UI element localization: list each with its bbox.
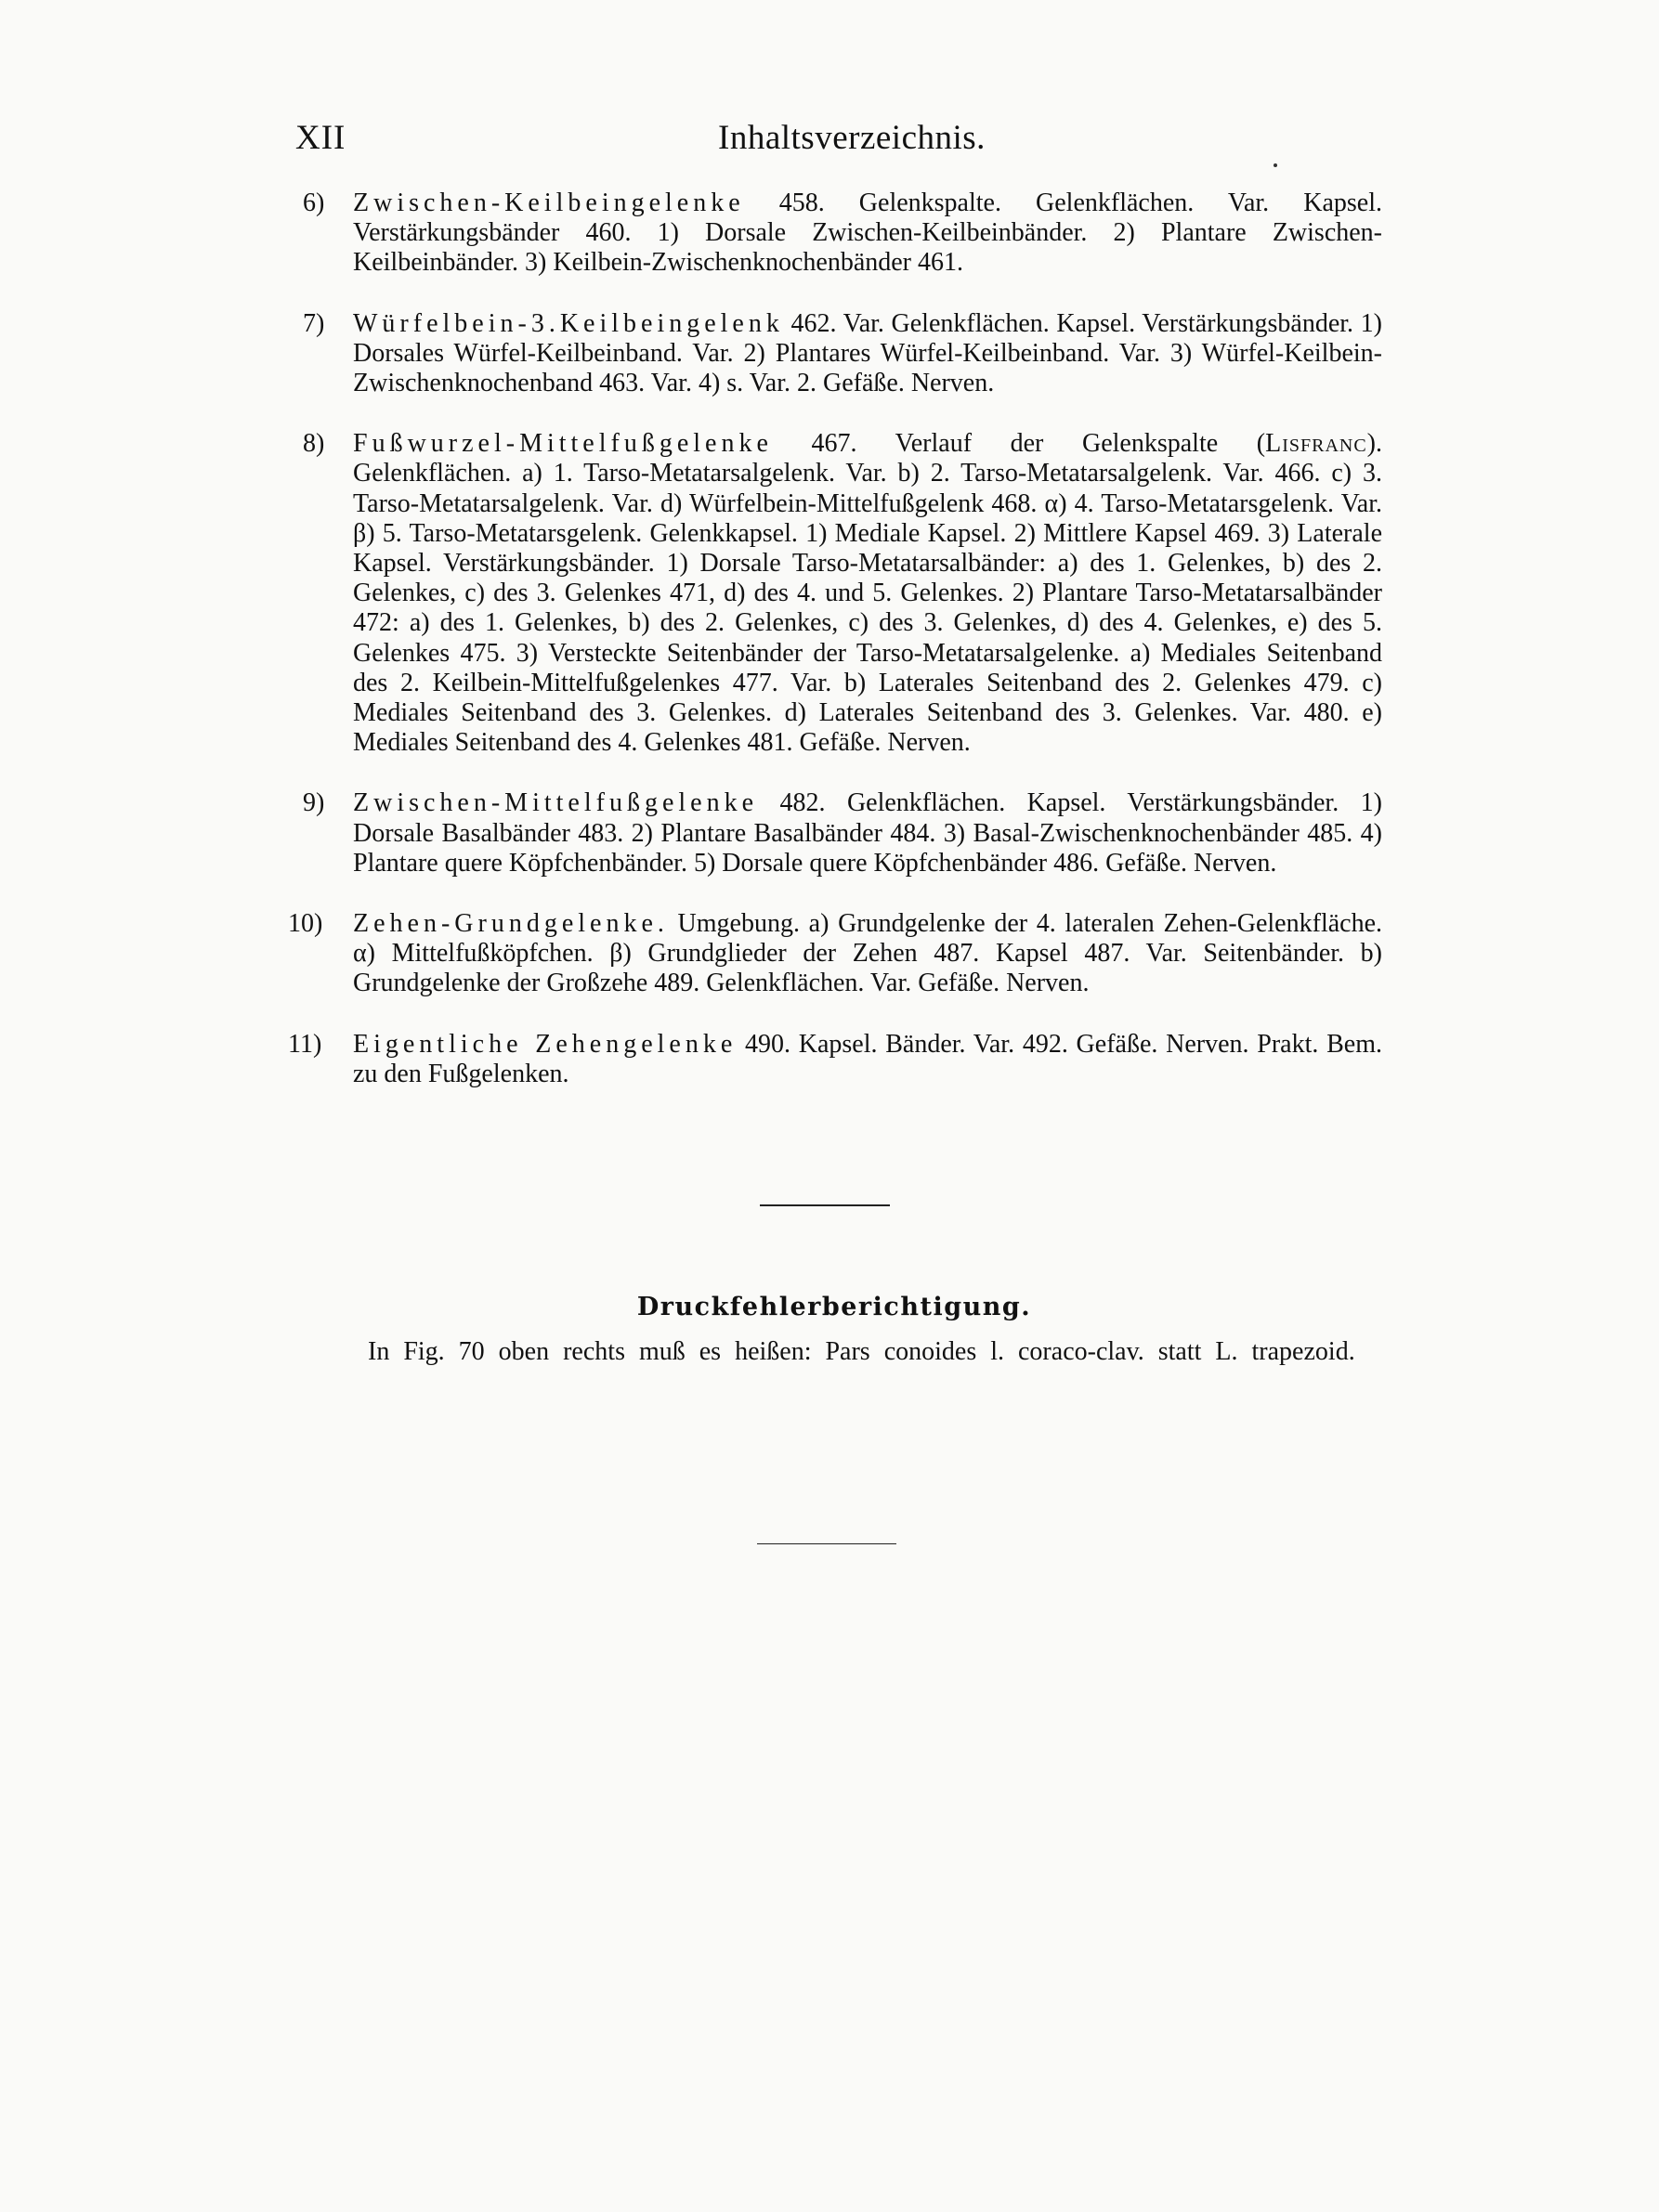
entry-number: 10) <box>288 909 323 939</box>
page-header <box>295 115 1401 162</box>
toc-entry-7 <box>303 309 1382 399</box>
entry-text: 482. Gelenkflächen. Kapsel. Verstärkungsbänder. 1) Dorsale Basalbänder 483. 2) Plantare Basalbänder 484. 3) Basal-Zwischenknochenbänder 485. 4) Plantare quere Köpfchenbänder. 5) Dorsale quere Köpfchenbänder 486. Gefäße. Nerven. <box>353 788 1382 878</box>
entry-text: 462. Var. Gelenkflächen. Kapsel. Verstärkungsbänder. 1) Dorsales Würfel-Keilbeinband. Var. 2) Plantares Würfel-Keilbeinband. Var. 3) Würfel-Keilbein-Zwischenknochenband 463. Var. 4) s. Var. 2. Gefäße. Nerven. <box>353 308 1382 398</box>
erratum-title: Druckfehlerberichtigung. <box>636 1293 1032 1321</box>
page-number: XII <box>295 119 346 157</box>
entry-number: 8) <box>303 429 325 459</box>
entry-heading: Zwischen-Keilbeingelenke <box>353 189 745 217</box>
entry-text: 490. Kapsel. Bänder. Var. 492. Gefäße. Nerven. Prakt. Bem. zu den Fußgelenken. <box>353 1029 1382 1088</box>
entry-text: Umgebung. a) Grundgelenke der 4. lateralen Zehen-Gelenkfläche. α) Mittelfußköpfchen. β) Grundglieder der Zehen 487. Kapsel 487. Var. Seitenbänder. b) Grundgelenke der Großzehe 489. Gelenkflächen. Var. Gefäße. Nerven. <box>353 909 1382 998</box>
toc-entry-9 <box>303 788 1382 878</box>
erratum-text: In Fig. 70 oben rechts muß es heißen: Pars conoides l. coraco-clav. statt L. trapezoid. <box>368 1337 1355 1366</box>
speck-mark <box>1274 163 1277 167</box>
toc-entry-8 <box>303 429 1382 758</box>
section-divider <box>760 1204 890 1206</box>
entry-heading: Zehen-Grundgelenke. <box>353 909 669 939</box>
running-title: Inhaltsverzeichnis. <box>718 119 986 157</box>
entry-text-before: 467. Verlauf der Gelenkspalte ( <box>772 429 1266 459</box>
toc-entry-6 <box>303 189 1382 279</box>
toc-entry-11 <box>288 1029 1382 1089</box>
entry-heading: Eigentliche Zehengelenke <box>353 1029 738 1059</box>
entry-text: 458. Gelenkspalte. Gelenkflächen. Var. Kapsel. Verstärkungsbänder 460. 1) Dorsale Zwischen-Keilbeinbänder. 2) Plantare Zwischen-Keilbeinbänder. 3) Keilbein-Zwischenknochenbänder 461. <box>353 189 1382 278</box>
entry-heading: Würfelbein-3.Keilbeingelenk <box>353 308 784 338</box>
toc-entry-10 <box>288 909 1382 999</box>
entry-text-after: ). Gelenkflächen. a) 1. Tarso-Metatarsalgelenk. Var. b) 2. Tarso-Metatarsalgelenk. Var. 466. c) 3. Tarso-Metatarsalgelenk. Var. d) Würfelbein-Mittelfußgelenk 468. α) 4. Tarso-Metatarsgelenk. Var. β) 5. Tarso-Metatarsgelenk. Gelenkkapsel. 1) Mediale Kapsel. 2) Mittlere Kapsel 469. 3) Laterale Kapsel. Verstärkungsbänder. 1) Dorsale Tarso-Metatarsalbänder: a) des 1. Gelenkes, b) des 2. Gelenkes, c) des 3. Gelenkes 471, d) des 4. und 5. Gelenkes. 2) Plantare Tarso-Metatarsalbänder 472: a) des 1. Gelenkes, b) des 2. Gelenkes, c) des 3. Gelenkes, d) des 4. Gelenkes, e) des 5. Gelenkes 475. 3) Versteckte Seitenbänder der Tarso-Metatarsalgelenke. a) Mediales Seitenband des 2. Keilbein-Mittelfußgelenkes 477. Var. b) Laterales Seitenband des 2. Gelenkes 479. c) Mediales Seitenband des 3. Gelenkes. d) Laterales Seitenband des 3. Gelenkes. Var. 480. e) Mediales Seitenband des 4. Gelenkes 481. Gefäße. Nerven. <box>353 429 1382 758</box>
table-of-contents <box>288 189 1382 1120</box>
entry-number: 11) <box>288 1029 322 1059</box>
author-name: Lisfranc <box>1265 429 1367 459</box>
entry-number: 6) <box>303 189 325 217</box>
entry-heading: Fußwurzel-Mittelfußgelenke <box>353 429 773 459</box>
entry-number: 7) <box>303 308 325 338</box>
entry-heading: Zwischen-Mittelfußgelenke <box>353 788 759 818</box>
end-divider <box>757 1543 896 1544</box>
entry-number: 9) <box>303 788 325 818</box>
